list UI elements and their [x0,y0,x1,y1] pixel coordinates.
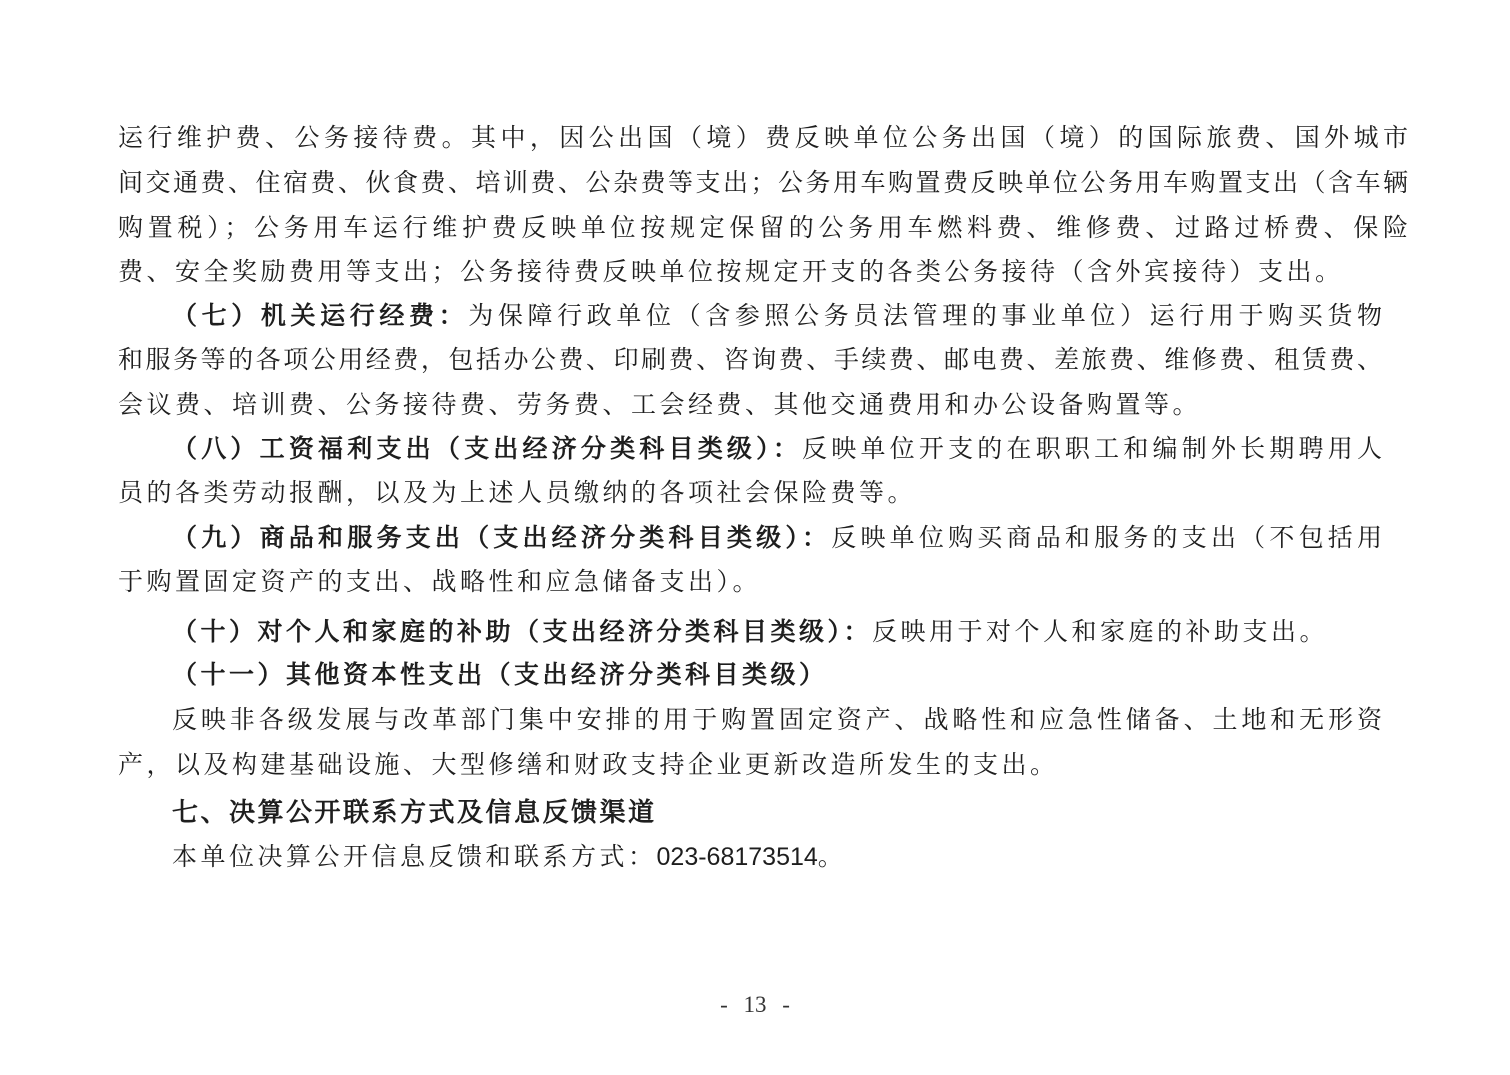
paragraph-heading: （九）商品和服务支出（支出经济分类科目类级）： [172,523,832,552]
paragraph-heading: （十）对个人和家庭的补助（支出经济分类科目类级）： [172,617,873,646]
paragraph-heading: （七）机关运行经费： [172,301,469,330]
page-number: - 13 - [720,992,790,1017]
contact-label: 本单位决算公开信息反馈和联系方式： [172,842,657,871]
text-line: 间交通费、住宿费、伙食费、培训费、公杂费等支出；公务用车购置费反映单位公务用车购置支出（含车辆 [118,168,1410,197]
text-line: 于购置固定资产的支出、战略性和应急储备支出）。 [118,567,762,596]
text-line [172,653,1410,697]
line-text: 为保障行政单位（含参照公务员法管理的事业单位）运行用于购买货物 [468,301,1384,330]
text-line [172,610,1410,654]
contact-suffix: 。 [817,842,847,871]
line-text: 反映用于对个人和家庭的补助支出。 [872,617,1329,646]
section-heading: 七、决算公开联系方式及信息反馈渠道 [172,798,657,828]
text-line: 反映非各级发展与改革部门集中安排的用于购置固定资产、战略性和应急性储备、土地和无形资 [172,705,1384,734]
line-text: 反映单位开支的在职职工和编制外长期聘用人 [802,434,1384,463]
text-line [172,516,1384,560]
text-line: 产，以及构建基础设施、大型修缮和财政支持企业更新改造所发生的支出。 [118,750,1059,779]
text-line: 购置税）；公务用车运行维护费反映单位按规定保留的公务用车燃料费、维修费、过路过桥费、保险 [118,213,1410,242]
text-line: 运行维护费、公务接待费。其中，因公出国（境）费反映单位公务出国（境）的国际旅费、国外城市 [118,123,1410,152]
text-line: 员的各类劳动报酬，以及为上述人员缴纳的各项社会保险费等。 [118,478,917,507]
text-line [172,427,1384,471]
text-line: 会议费、培训费、公务接待费、劳务费、工会经费、其他交通费用和办公设备购置等。 [118,390,1202,419]
line-text: 反映单位购买商品和服务的支出（不包括用 [831,523,1384,552]
paragraph-heading: （八）工资福利支出（支出经济分类科目类级）： [172,434,803,463]
text-line [172,294,1384,338]
paragraph-heading: （十一）其他资本性支出（支出经济分类科目类级） [172,660,828,689]
text-line: 费、安全奖励费用等支出；公务接待费反映单位按规定开支的各类公务接待（含外宾接待）支出。 [118,257,1344,286]
phone-number: 023-68173514 [656,843,818,871]
contact-line [172,835,1410,879]
text-line: 和服务等的各项公用经费，包括办公费、印刷费、咨询费、手续费、邮电费、差旅费、维修费、租赁费、 [118,345,1384,374]
